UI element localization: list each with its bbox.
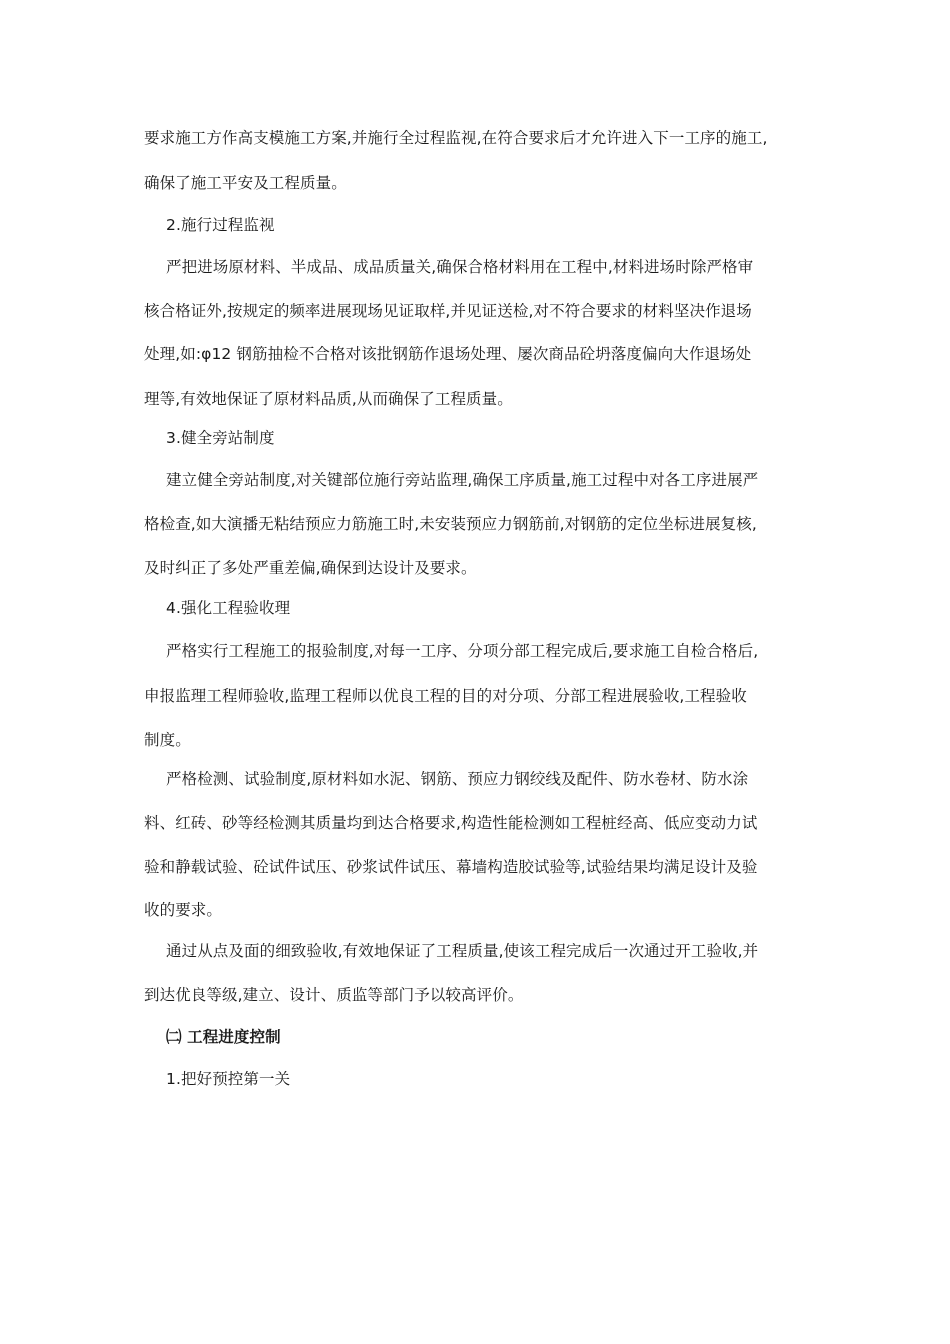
paragraph-line: 到达优良等级,建立、设计、质监等部门予以较高评价。 [144, 986, 524, 1004]
paragraph-line: 料、红砖、砂等经检测其质量均到达合格要求,构造性能检测如工程桩经高、低应变动力试 [144, 814, 758, 832]
paragraph-line: 收的要求。 [144, 901, 223, 919]
paragraph-line: 建立健全旁站制度,对关键部位施行旁站监理,确保工序质量,施工过程中对各工序进展严 [166, 471, 759, 489]
section-heading: 4.强化工程验收理 [166, 599, 291, 617]
section-heading: 2.施行过程监视 [166, 216, 275, 234]
paragraph-line: 要求施工方作高支模施工方案,并施行全过程监视,在符合要求后才允许进入下一工序的施工, [144, 129, 768, 147]
paragraph-line: 核合格证外,按规定的频率进展现场见证取样,并见证送检,对不符合要求的材料坚决作退场 [144, 302, 752, 320]
paragraph-line: 通过从点及面的细致验收,有效地保证了工程质量,使该工程完成后一次通过开工验收,并 [166, 942, 759, 960]
paragraph-line: 确保了施工平安及工程质量。 [144, 174, 347, 192]
paragraph-line: 理等,有效地保证了原材料品质,从而确保了工程质量。 [144, 390, 513, 408]
paragraph-line: 及时纠正了多处严重差偏,确保到达设计及要求。 [144, 559, 477, 577]
paragraph-line: 制度。 [144, 731, 191, 749]
chapter-heading: ㈡ 工程进度控制 [166, 1028, 281, 1046]
paragraph-line: 申报监理工程师验收,监理工程师以优良工程的目的对分项、分部工程进展验收,工程验收 [144, 687, 747, 705]
paragraph-line: 严格实行工程施工的报验制度,对每一工序、分项分部工程完成后,要求施工自检合格后, [166, 642, 759, 660]
section-heading: 3.健全旁站制度 [166, 429, 275, 447]
paragraph-line: 处理,如:φ12 钢筋抽检不合格对该批钢筋作退场处理、屡次商品砼坍落度偏向大作退场处 [144, 345, 752, 363]
paragraph-line: 验和静载试验、砼试件试压、砂浆试件试压、幕墙构造胶试验等,试验结果均满足设计及验 [144, 858, 758, 876]
section-heading: 1.把好预控第一关 [166, 1070, 291, 1088]
paragraph-line: 严把进场原材料、半成品、成品质量关,确保合格材料用在工程中,材料进场时除严格审 [166, 258, 754, 276]
paragraph-line: 格检查,如大演播无粘结预应力筋施工时,未安装预应力钢筋前,对钢筋的定位坐标进展复核, [144, 515, 757, 533]
paragraph-line: 严格检测、试验制度,原材料如水泥、钢筋、预应力钢绞线及配件、防水卷材、防水涂 [166, 770, 749, 788]
